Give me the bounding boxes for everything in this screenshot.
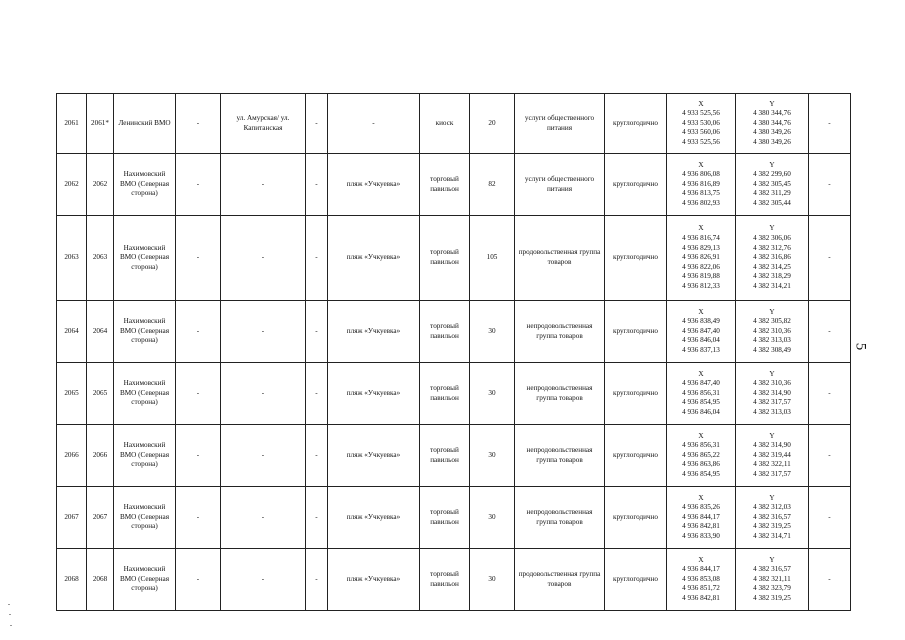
coord-x: 4 936 854,95 xyxy=(682,398,720,407)
cell-specialization: непродовольственная группа товаров xyxy=(515,487,605,549)
cell-district: Нахимовский ВМО (Северная сторона) xyxy=(114,363,176,425)
coord-y: 4 382 314,25 xyxy=(753,262,791,271)
cell-note: - xyxy=(809,216,851,301)
cell-area: 82 xyxy=(470,154,515,216)
coord-y: 4 380 344,76 xyxy=(753,118,791,127)
cell-area: 30 xyxy=(470,301,515,363)
coord-x: 4 936 844,17 xyxy=(682,512,720,521)
cell-district: Нахимовский ВМО (Северная сторона) xyxy=(114,549,176,611)
coord-x: X xyxy=(698,555,704,564)
cell-empty: - xyxy=(176,94,221,154)
cell-location: пляж «Учкуевка» xyxy=(328,425,420,487)
table-row xyxy=(57,216,851,301)
coord-y: Y xyxy=(769,369,775,378)
coord-y: 4 382 318,29 xyxy=(753,272,791,281)
coord-y: 4 382 319,44 xyxy=(753,450,791,459)
cell-location: пляж «Учкуевка» xyxy=(328,154,420,216)
cell-specialization: продовольственная группа товаров xyxy=(515,549,605,611)
cell-period: круглогодично xyxy=(605,549,667,611)
cell-period: круглогодично xyxy=(605,487,667,549)
cell-number-scheme: 2066 xyxy=(87,425,114,487)
coord-x: 4 936 826,91 xyxy=(682,253,720,262)
coord-x: 4 936 847,40 xyxy=(682,326,720,335)
coord-x: X xyxy=(698,160,704,169)
coord-y: Y xyxy=(769,493,775,502)
coord-y: 4 380 349,26 xyxy=(753,128,791,137)
coord-y: 4 382 306,06 xyxy=(753,234,791,243)
coord-y: 4 382 305,82 xyxy=(753,317,791,326)
cell-x-coords xyxy=(667,363,736,425)
coord-x: 4 936 846,04 xyxy=(682,336,720,345)
cell-note: - xyxy=(809,487,851,549)
cell-empty: - xyxy=(306,154,328,216)
cell-note: - xyxy=(809,425,851,487)
coord-x: 4 936 816,74 xyxy=(682,234,720,243)
coord-y: Y xyxy=(769,99,775,108)
cell-specialization: непродовольственная группа товаров xyxy=(515,363,605,425)
coord-x: 4 936 863,86 xyxy=(682,460,720,469)
cell-number-scheme: 2063 xyxy=(87,216,114,301)
coord-x: 4 936 844,17 xyxy=(682,565,720,574)
cell-address: - xyxy=(221,216,306,301)
cell-period: круглогодично xyxy=(605,301,667,363)
coord-x: 4 936 838,49 xyxy=(682,317,720,326)
cell-x-coords xyxy=(667,301,736,363)
cell-number: 2064 xyxy=(57,301,87,363)
cell-empty: - xyxy=(176,301,221,363)
coord-y: Y xyxy=(769,224,775,233)
cell-object-type: торговый павильон xyxy=(420,487,470,549)
coord-y: 4 382 312,03 xyxy=(753,503,791,512)
cell-district: Нахимовский ВМО (Северная сторона) xyxy=(114,301,176,363)
cell-x-coords xyxy=(667,425,736,487)
cell-object-type: торговый павильон xyxy=(420,549,470,611)
cell-area: 20 xyxy=(470,94,515,154)
cell-number: 2067 xyxy=(57,487,87,549)
cell-empty: - xyxy=(306,487,328,549)
coord-y: 4 382 319,25 xyxy=(753,522,791,531)
cell-object-type: торговый павильон xyxy=(420,154,470,216)
scan-speck xyxy=(8,604,10,605)
cell-object-type: торговый павильон xyxy=(420,425,470,487)
scan-speck xyxy=(10,625,12,626)
cell-location: пляж «Учкуевка» xyxy=(328,487,420,549)
cell-y-coords xyxy=(736,94,809,154)
cell-y-coords xyxy=(736,154,809,216)
coord-x: 4 936 816,89 xyxy=(682,179,720,188)
cell-empty: - xyxy=(176,216,221,301)
cell-location: пляж «Учкуевка» xyxy=(328,216,420,301)
coord-y: 4 382 310,36 xyxy=(753,379,791,388)
cell-object-type: торговый павильон xyxy=(420,301,470,363)
cell-number: 2063 xyxy=(57,216,87,301)
cell-district: Ленинский ВМО xyxy=(114,94,176,154)
cell-address: - xyxy=(221,425,306,487)
cell-y-coords xyxy=(736,549,809,611)
cell-empty: - xyxy=(306,425,328,487)
coord-x: X xyxy=(698,307,704,316)
coord-x: 4 936 842,81 xyxy=(682,593,720,602)
coord-y: 4 382 314,21 xyxy=(753,281,791,290)
cell-note: - xyxy=(809,154,851,216)
coord-x: 4 936 822,06 xyxy=(682,262,720,271)
coord-x: 4 936 846,04 xyxy=(682,407,720,416)
page-number: 5 xyxy=(852,342,869,351)
coord-y: 4 382 308,49 xyxy=(753,345,791,354)
cell-empty: - xyxy=(306,301,328,363)
coord-y: 4 382 311,29 xyxy=(753,189,791,198)
cell-x-coords xyxy=(667,487,736,549)
coord-y: 4 382 323,79 xyxy=(753,584,791,593)
table-body xyxy=(57,94,851,611)
coord-y: 4 380 349,26 xyxy=(753,137,791,146)
cell-area: 30 xyxy=(470,425,515,487)
coord-x: 4 936 819,88 xyxy=(682,272,720,281)
coord-y: 4 382 316,57 xyxy=(753,565,791,574)
coord-y: Y xyxy=(769,555,775,564)
coord-y: 4 382 299,60 xyxy=(753,170,791,179)
cell-empty: - xyxy=(176,487,221,549)
cell-period: круглогодично xyxy=(605,425,667,487)
cell-period: круглогодично xyxy=(605,363,667,425)
cell-specialization: непродовольственная группа товаров xyxy=(515,425,605,487)
cell-location: пляж «Учкуевка» xyxy=(328,301,420,363)
coord-y: Y xyxy=(769,160,775,169)
cell-number-scheme: 2068 xyxy=(87,549,114,611)
coord-y: 4 382 305,44 xyxy=(753,198,791,207)
cell-period: круглогодично xyxy=(605,216,667,301)
cell-x-coords xyxy=(667,94,736,154)
cell-y-coords xyxy=(736,216,809,301)
cell-number: 2062 xyxy=(57,154,87,216)
coord-x: X xyxy=(698,224,704,233)
cell-area: 105 xyxy=(470,216,515,301)
cell-number: 2061 xyxy=(57,94,87,154)
cell-location: пляж «Учкуевка» xyxy=(328,363,420,425)
coord-x: 4 936 865,22 xyxy=(682,450,720,459)
coord-x: 4 936 856,31 xyxy=(682,388,720,397)
coord-x: 4 936 802,93 xyxy=(682,198,720,207)
coord-x: 4 933 530,06 xyxy=(682,118,720,127)
coord-x: X xyxy=(698,431,704,440)
coord-x: 4 936 851,72 xyxy=(682,584,720,593)
coord-y: Y xyxy=(769,307,775,316)
table-row xyxy=(57,549,851,611)
cell-empty: - xyxy=(176,549,221,611)
coord-x: 4 936 806,08 xyxy=(682,170,720,179)
coord-y: 4 382 317,57 xyxy=(753,469,791,478)
cell-x-coords xyxy=(667,549,736,611)
table-row xyxy=(57,154,851,216)
coord-y: Y xyxy=(769,431,775,440)
coord-y: 4 382 316,57 xyxy=(753,512,791,521)
coord-x: 4 936 854,95 xyxy=(682,469,720,478)
coord-x: 4 936 829,13 xyxy=(682,243,720,252)
cell-address: ул. Амурская/ ул. Капитанская xyxy=(221,94,306,154)
cell-address: - xyxy=(221,154,306,216)
cell-specialization: непродовольственная группа товаров xyxy=(515,301,605,363)
coord-x: X xyxy=(698,99,704,108)
cell-y-coords xyxy=(736,363,809,425)
coord-y: 4 382 319,25 xyxy=(753,593,791,602)
cell-note: - xyxy=(809,301,851,363)
table-row xyxy=(57,94,851,154)
cell-note: - xyxy=(809,94,851,154)
cell-x-coords xyxy=(667,154,736,216)
placement-table xyxy=(56,93,851,611)
coord-x: 4 936 812,33 xyxy=(682,281,720,290)
table-row xyxy=(57,301,851,363)
cell-number: 2066 xyxy=(57,425,87,487)
cell-object-type: киоск xyxy=(420,94,470,154)
scan-speck xyxy=(9,614,11,615)
cell-object-type: торговый павильон xyxy=(420,363,470,425)
table-row xyxy=(57,425,851,487)
cell-empty: - xyxy=(306,549,328,611)
coord-y: 4 382 313,03 xyxy=(753,407,791,416)
cell-y-coords xyxy=(736,425,809,487)
cell-area: 30 xyxy=(470,363,515,425)
cell-empty: - xyxy=(176,425,221,487)
cell-empty: - xyxy=(176,154,221,216)
cell-location: пляж «Учкуевка» xyxy=(328,549,420,611)
coord-y: 4 382 322,11 xyxy=(753,460,791,469)
coord-x: 4 936 853,08 xyxy=(682,574,720,583)
coord-x: 4 936 813,75 xyxy=(682,189,720,198)
coord-y: 4 382 314,71 xyxy=(753,531,791,540)
cell-district: Нахимовский ВМО (Северная сторона) xyxy=(114,154,176,216)
coord-y: 4 382 312,76 xyxy=(753,243,791,252)
coord-y: 4 382 313,03 xyxy=(753,336,791,345)
cell-empty: - xyxy=(176,363,221,425)
cell-object-type: торговый павильон xyxy=(420,216,470,301)
cell-address: - xyxy=(221,487,306,549)
cell-note: - xyxy=(809,549,851,611)
coord-y: 4 382 316,86 xyxy=(753,253,791,262)
cell-y-coords xyxy=(736,487,809,549)
coord-x: X xyxy=(698,369,704,378)
coord-x: 4 936 856,31 xyxy=(682,441,720,450)
cell-number-scheme: 2065 xyxy=(87,363,114,425)
cell-number: 2065 xyxy=(57,363,87,425)
cell-specialization: услуги общественного питания xyxy=(515,94,605,154)
coord-y: 4 382 321,11 xyxy=(753,574,791,583)
cell-address: - xyxy=(221,363,306,425)
cell-period: круглогодично xyxy=(605,94,667,154)
coord-y: 4 380 344,76 xyxy=(753,109,791,118)
coord-x: 4 933 525,56 xyxy=(682,137,720,146)
cell-area: 30 xyxy=(470,487,515,549)
coord-y: 4 382 314,90 xyxy=(753,441,791,450)
cell-number-scheme: 2067 xyxy=(87,487,114,549)
cell-number: 2068 xyxy=(57,549,87,611)
cell-empty: - xyxy=(306,216,328,301)
cell-district: Нахимовский ВМО (Северная сторона) xyxy=(114,487,176,549)
coord-x: X xyxy=(698,493,704,502)
cell-district: Нахимовский ВМО (Северная сторона) xyxy=(114,425,176,487)
cell-period: круглогодично xyxy=(605,154,667,216)
cell-x-coords xyxy=(667,216,736,301)
cell-address: - xyxy=(221,549,306,611)
cell-empty: - xyxy=(306,363,328,425)
cell-number-scheme: 2062 xyxy=(87,154,114,216)
cell-note: - xyxy=(809,363,851,425)
cell-area: 30 xyxy=(470,549,515,611)
table-row xyxy=(57,363,851,425)
coord-y: 4 382 310,36 xyxy=(753,326,791,335)
coord-x: 4 936 837,13 xyxy=(682,345,720,354)
coord-x: 4 936 833,90 xyxy=(682,531,720,540)
cell-district: Нахимовский ВМО (Северная сторона) xyxy=(114,216,176,301)
coord-x: 4 936 847,40 xyxy=(682,379,720,388)
cell-specialization: продовольственная группа товаров xyxy=(515,216,605,301)
cell-specialization: услуги общественного питания xyxy=(515,154,605,216)
coord-x: 4 936 842,81 xyxy=(682,522,720,531)
cell-address: - xyxy=(221,301,306,363)
cell-number-scheme: 2061* xyxy=(87,94,114,154)
cell-number-scheme: 2064 xyxy=(87,301,114,363)
cell-location: - xyxy=(328,94,420,154)
coord-x: 4 933 525,56 xyxy=(682,109,720,118)
table-row xyxy=(57,487,851,549)
coord-y: 4 382 317,57 xyxy=(753,398,791,407)
coord-x: 4 933 560,06 xyxy=(682,128,720,137)
coord-y: 4 382 314,90 xyxy=(753,388,791,397)
cell-empty: - xyxy=(306,94,328,154)
coord-x: 4 936 835,26 xyxy=(682,503,720,512)
cell-y-coords xyxy=(736,301,809,363)
coord-y: 4 382 305,45 xyxy=(753,179,791,188)
